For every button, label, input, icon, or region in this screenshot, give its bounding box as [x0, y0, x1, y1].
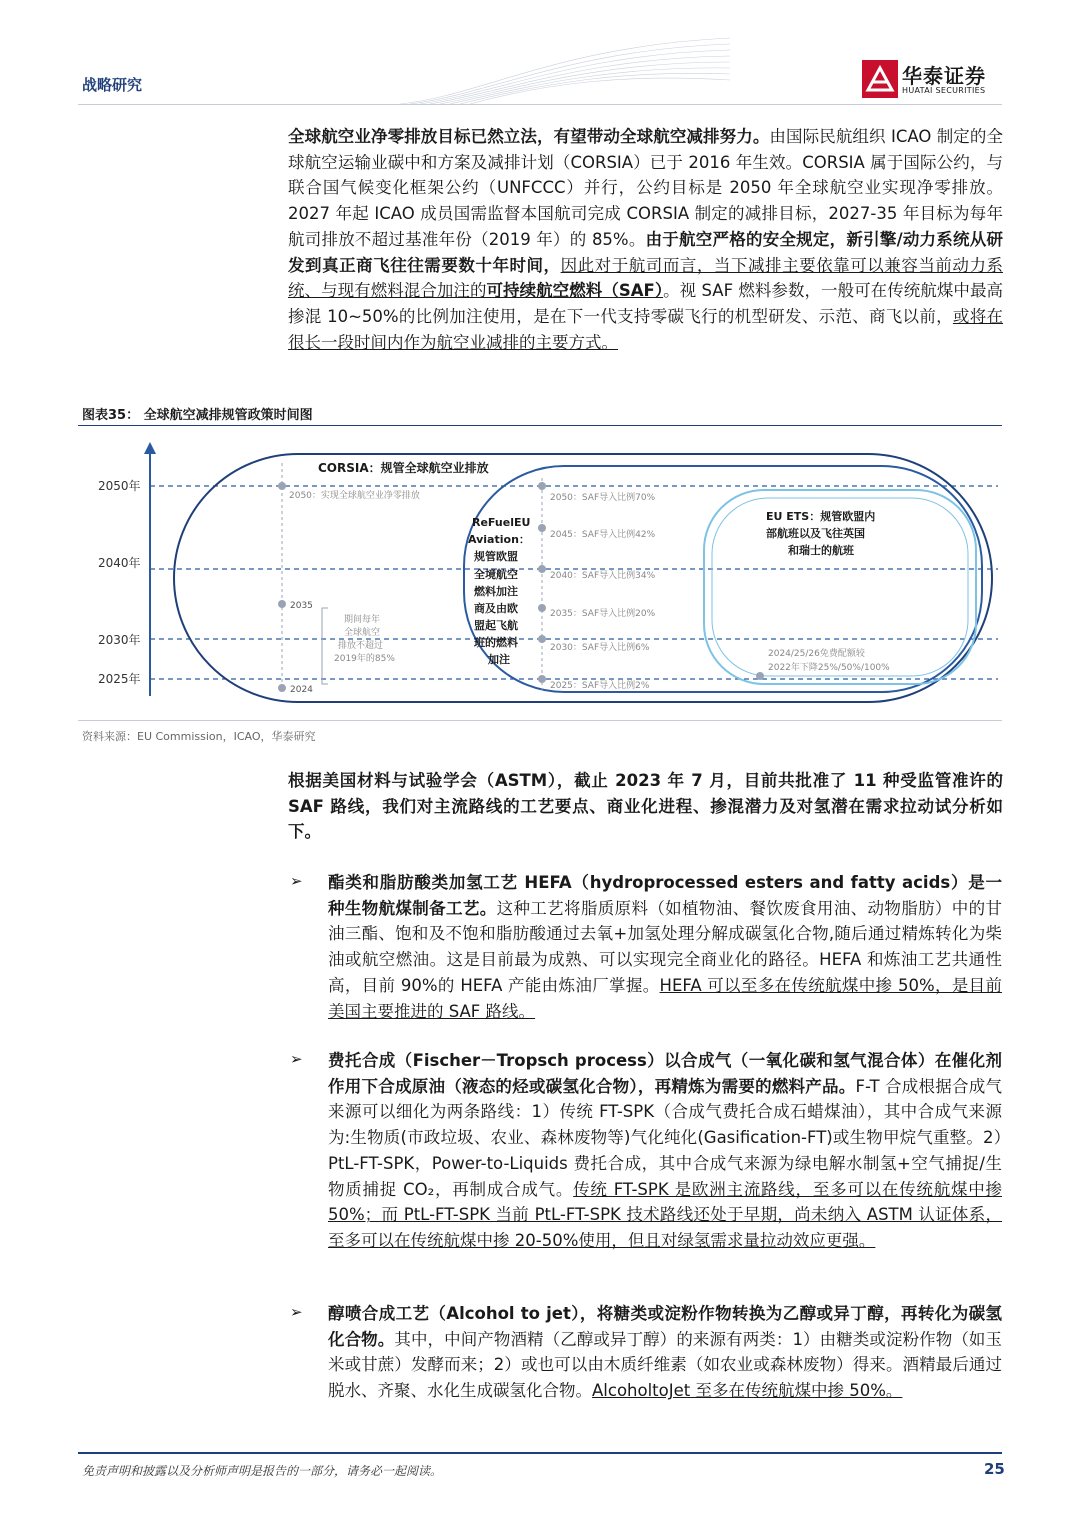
year-label-2030: 2030年 [98, 633, 141, 647]
refuel-dot-2035 [538, 604, 546, 612]
refuel-title-8: 加注 [488, 653, 510, 666]
brand-name-cn: 华泰证券 [902, 64, 986, 88]
page-number: 25 [984, 1460, 1005, 1478]
refuel-title-0: ReFuelEU [472, 516, 531, 529]
figure-bottom-rule [78, 720, 1002, 721]
corsia-2050-dot [278, 482, 286, 490]
atj-underline: AlcoholtoJet 至多在传统航煤中掺 50%。 [592, 1381, 903, 1401]
refuel-dot-2030 [538, 635, 546, 643]
refuel-title-2: 规管欧盟 [474, 550, 518, 563]
ets-title-0: EU ETS：规管欧盟内 [766, 510, 876, 523]
policy-timeline-diagram [78, 428, 1002, 718]
bullet-atj [328, 1301, 1002, 1404]
refuel-title-7: 班的燃料 [474, 636, 518, 649]
refuel-dot-2045 [538, 524, 546, 532]
refuel-title-6: 盟起飞航 [474, 619, 518, 632]
ets-title-1: 部航班以及飞往英国 [766, 527, 865, 540]
refuel-item-2030: 2030：SAF导入比例6% [550, 643, 650, 653]
corsia-2024-dot [278, 684, 286, 692]
huatai-logo-icon [862, 60, 898, 98]
intro-bold-3: 由于航空严格的安全规定，新引擎/动力系统从研发到真正商飞往往需要数十年时间， [288, 229, 1003, 275]
ft-bold: 费托合成（Fischer－Tropsch process）以合成气（一氧化碳和氢气混合体）在催化剂作用下合成原油（液态的烃或碳氢化合物），再精炼为需要的燃料产品。 [328, 1051, 1002, 1096]
ets-note-2: 2022年下降25%/50%/100% [768, 663, 890, 673]
atj-bold: 醇喷合成工艺（Alcohol to jet），将糖类或淀粉作物转换为乙醇或异丁醇，再转化为碳氢化合物。 [328, 1304, 1002, 1349]
bullet-2-marker: ➢ [290, 1050, 303, 1068]
refuel-dot-2040 [538, 565, 546, 573]
figure-source: 资料来源：EU Commission，ICAO，华泰研究 [82, 730, 316, 743]
corsia-title: CORSIA：规管全球航空业排放 [318, 461, 489, 475]
intro-paragraph [288, 124, 1003, 355]
refuel-title-1: Aviation： [468, 533, 530, 546]
footer-divider [78, 1452, 1002, 1454]
refuel-item-2035: 2035：SAF导入比例20% [550, 609, 656, 619]
ft-underline: 传统 FT-SPK 是欧洲主流路线，至多可以在传统航煤中掺 50%；而 PtL-FT-SPK 当前 PtL-FT-SPK 技术路线还处于早期，尚未纳入 ASTM 认证体系，至多可以在传统航煤中掺 20-50%使用，但且对绿氢需求量拉动效应更强。 [328, 1179, 1003, 1250]
intro-underline-bold: 可持续航空燃料（SAF） [486, 281, 664, 301]
corsia-note-3: 排放不超过 [338, 641, 384, 651]
intro-text-2: 由国际民航组织 ICAO 制定的全球航空运输业碳中和方案及减排计划（CORSIA）已于 2016 年生效。CORSIA 属于国际公约，与联合国气候变化框架公约（UNFCCC）并行，公约目标是 2050 年全球航空业实现净零排放。2027 年起 ICAO 成员国需监督本国航司完成 CORSIA 制定的减排目标，2027-35 年目标为每年航司排放不超过基准年份（2019 年）的 85%。 [288, 127, 1003, 249]
bullet-hefa [328, 870, 1002, 1024]
corsia-2035-label: 2035 [290, 601, 313, 611]
refuel-dot-2050 [538, 482, 546, 490]
refuel-title-3: 全境航空 [474, 568, 518, 581]
corsia-2024-label: 2024 [290, 685, 313, 695]
refuel-item-2050: 2050：SAF导入比例70% [550, 493, 656, 503]
refuel-dot-2025 [538, 675, 546, 683]
figure-title: 图表35： 全球航空减排规管政策时间图 [82, 408, 313, 423]
ets-note-1: 2024/25/26免费配额较 [768, 649, 865, 659]
bullet-ft [328, 1048, 1002, 1254]
intro-bold-1: 全球航空业净零排放目标已然立法，有望带动全球航空减排努力。 [288, 127, 770, 146]
bullet-1-marker: ➢ [290, 872, 303, 890]
atj-text: 其中，中间产物酒精（乙醇或异丁醇）的来源有两类：1）由糖类或淀粉作物（如玉米或甘蔗）发酵而来；2）或也可以由木质纤维素（如农业或森林废物）得来。酒精最后通过脱水、齐聚、水化生成碳氢化合物。 [328, 1329, 1003, 1401]
bullet-3-marker: ➢ [290, 1303, 303, 1321]
corsia-note-1: 期间每年 [344, 615, 381, 625]
corsia-2050-label: 2050：实现全球航空业净零排放 [289, 491, 420, 501]
ets-dot [756, 672, 764, 680]
year-label-2040: 2040年 [98, 556, 141, 570]
astm-paragraph [288, 768, 1003, 845]
refuel-item-2040: 2040：SAF导入比例34% [550, 571, 656, 581]
year-label-2025: 2025年 [98, 672, 141, 686]
refuel-title-4: 燃料加注 [474, 585, 518, 598]
intro-underline-4: 因此对于航司而言，当下减排主要依靠可以兼容当前动力系统、与现有燃料混合加注的 [288, 255, 1004, 301]
hefa-underline: HEFA 可以至多在传统航煤中掺 50%，是目前美国主要推进的 SAF 路线。 [328, 975, 1002, 1021]
hefa-text: 这种工艺将脂质原料（如植物油、餐饮废食用油、动物脂肪）中的甘油三酯、饱和及不饱和脂肪酸通过去氧+加氢处理分解成碳氢化合物,随后通过精炼转化为柴油或航空燃油。这是目前最为成熟、可以实现完全商业化的路径。HEFA 和炼油工艺共通性高，目前 90%的 HEFA 产能由炼油厂掌握。 [328, 898, 1003, 995]
footer-disclaimer: 免责声明和披露以及分析师声明是报告的一部分，请务必一起阅读。 [82, 1464, 443, 1478]
figure-top-rule [78, 425, 1002, 426]
ets-title-2: 和瑞士的航班 [788, 544, 854, 557]
intro-underline-6: 或将在很长一段时间内作为航空业减排的主要方式。 [288, 306, 1003, 352]
intro-text-5: 。视 SAF 燃料参数，一般可在传统航煤中最高掺混 10~50%的比例加注使用，是在下一代支持零碳飞行的机型研发、示范、商飞以前， [288, 281, 1003, 326]
header-divider [78, 104, 1002, 105]
refuel-title-5: 商及由欧 [474, 602, 518, 615]
brand-name-en: HUATAI SECURITIES [902, 86, 986, 95]
refuel-item-2045: 2045：SAF导入比例42% [550, 530, 656, 540]
corsia-note-2: 全球航空 [344, 628, 381, 638]
header-wave-decoration [400, 36, 730, 106]
corsia-2035-dot [278, 600, 286, 608]
header-section-label: 战略研究 [82, 76, 143, 94]
astm-bold: 根据美国材料与试验学会（ASTM），截止 2023 年 7 月，目前共批准了 11 种受监管准许的 SAF 路线，我们对主流路线的工艺要点、商业化进程、掺混潜力及对氢潜在需求拉动试分析如下。 [288, 771, 1003, 842]
corsia-note-4: 2019年的85% [334, 654, 395, 664]
ft-text: F-T 合成根据合成气来源可以细化为两条路线：1）传统 FT-SPK（合成气费托合成石蜡煤油），其中合成气来源为:生物质(市政垃圾、农业、森林废物等)气化纯化(Gasification-FT)或生物甲烷气重整。2）PtL-FT-SPK，Power-to-Liquids 费托合成，其中合成气来源为绿电解水制氢+空气捕捉/生物质捕捉 CO₂，再制成合成气。 [328, 1076, 1003, 1199]
hefa-bold: 酯类和脂肪酸类加氢工艺 HEFA（hydroprocessed esters and fatty acids）是一种生物航煤制备工艺。 [328, 873, 1002, 918]
refuel-item-2025: 2025：SAF导入比例2% [550, 681, 650, 691]
year-label-2050: 2050年 [98, 479, 141, 493]
